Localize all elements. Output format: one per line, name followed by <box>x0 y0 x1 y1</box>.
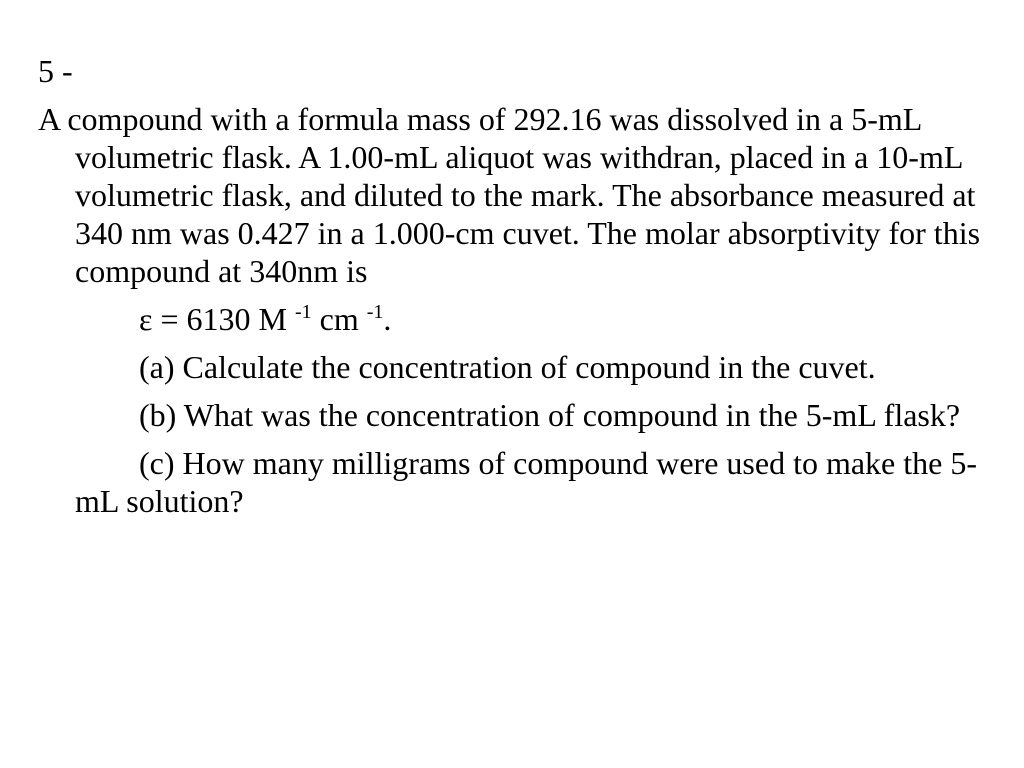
epsilon-exponent-m: -1 <box>294 301 312 323</box>
problem-number: 5 - <box>38 53 73 89</box>
epsilon-exponent-cm: -1 <box>366 301 384 323</box>
part-c: (c) How many milligrams of compound were used to make the 5-mL solution? <box>75 445 977 519</box>
problem-statement: A compound with a formula mass of 292.16 was dissolved in a 5-mL volumetric flask. A 1.00-mL aliquot was withdran, placed in a 10-mL volumetric flask, and diluted to the mark. The absorbance measured at 340 nm was 0.427 in a 1.000-cm cuvet. The molar absorptivity for this compound at 340nm is <box>38 101 981 289</box>
epsilon-unit-cm: cm <box>311 301 367 337</box>
part-b: (b) What was the concentration of compound in the 5-mL flask? <box>139 397 961 433</box>
molar-absorptivity-line <box>38 300 998 338</box>
epsilon-suffix: . <box>383 301 392 337</box>
slide-content <box>38 52 998 530</box>
part-a: (a) Calculate the concentration of compound in the cuvet. <box>139 349 876 385</box>
epsilon-prefix: ε = 6130 M <box>139 301 295 337</box>
